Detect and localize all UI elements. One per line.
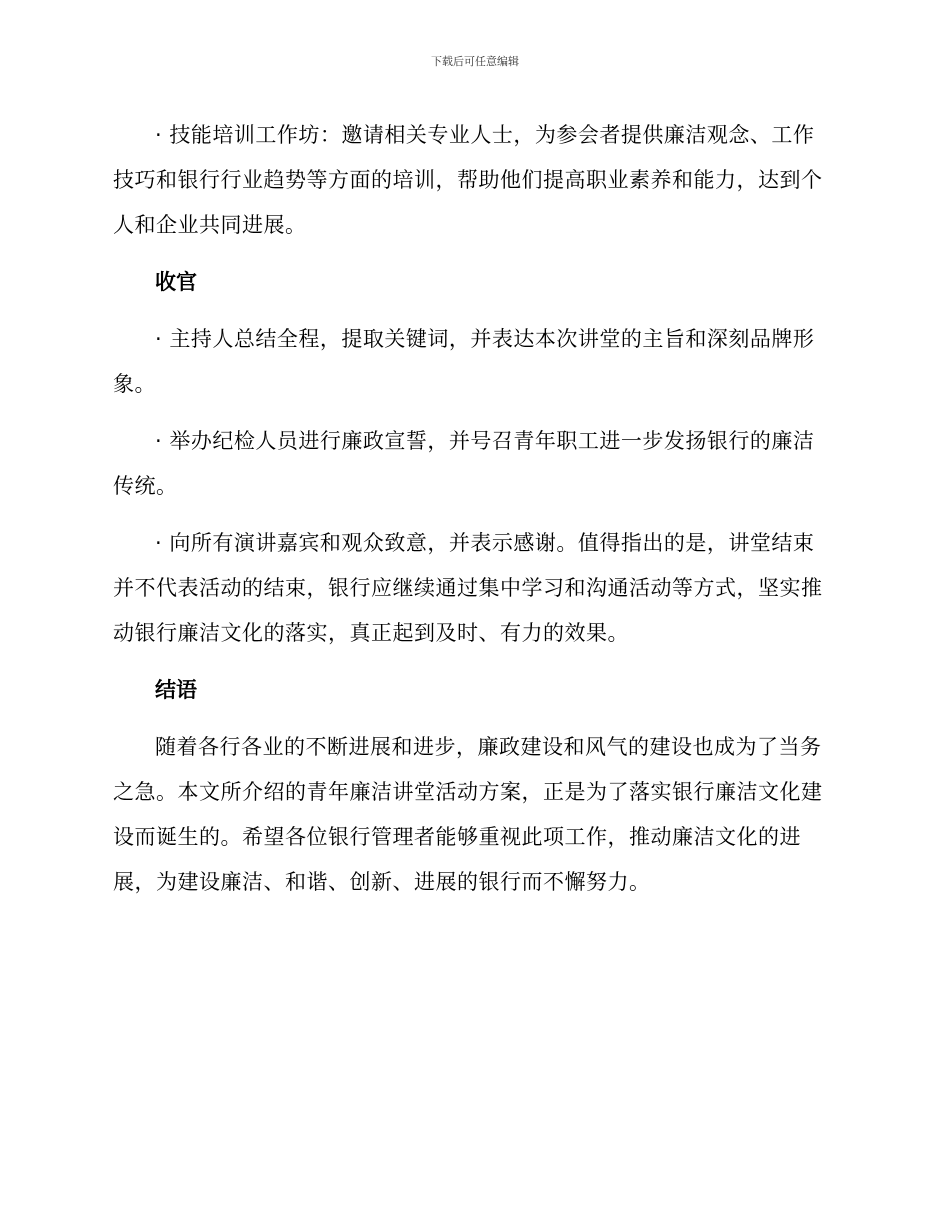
paragraph-skills-workshop: · 技能培训工作坊：邀请相关专业人士，为参会者提供廉洁观念、工作技巧和银行行业趋势等方面的培训，帮助他们提高职业素养和能力，达到个人和企业共同进展。 (113, 123, 823, 237)
paragraph-conclusion: 随着各行各业的不断进展和进步，廉政建设和风气的建设也成为了当务之急。本文所介绍的青年廉洁讲堂活动方案，正是为了落实银行廉洁文化建设而诞生的。希望各位银行管理者能够重视此项工作，推动廉洁文化的进展，为建设廉洁、和谐、创新、进展的银行而不懈努力。 (113, 735, 823, 894)
paragraph-integrity-oath: · 举办纪检人员进行廉政宣誓，并号召青年职工进一步发扬银行的廉洁传统。 (113, 429, 815, 498)
paragraph-thanks: · 向所有演讲嘉宾和观众致意，并表示感谢。值得指出的是，讲堂结束并不代表活动的结束，银行应继续通过集中学习和沟通活动等方式，坚实推动银行廉洁文化的落实，真正起到及时、有力的效果。 (113, 531, 823, 645)
document-body (113, 113, 833, 905)
section-heading-conclusion: 结语 (155, 678, 197, 702)
section-heading-closing: 收官 (155, 270, 197, 294)
paragraph-host-summary: · 主持人总结全程，提取关键词，并表达本次讲堂的主旨和深刻品牌形象。 (113, 327, 815, 396)
page-header: 下载后可任意编辑 (431, 55, 519, 68)
